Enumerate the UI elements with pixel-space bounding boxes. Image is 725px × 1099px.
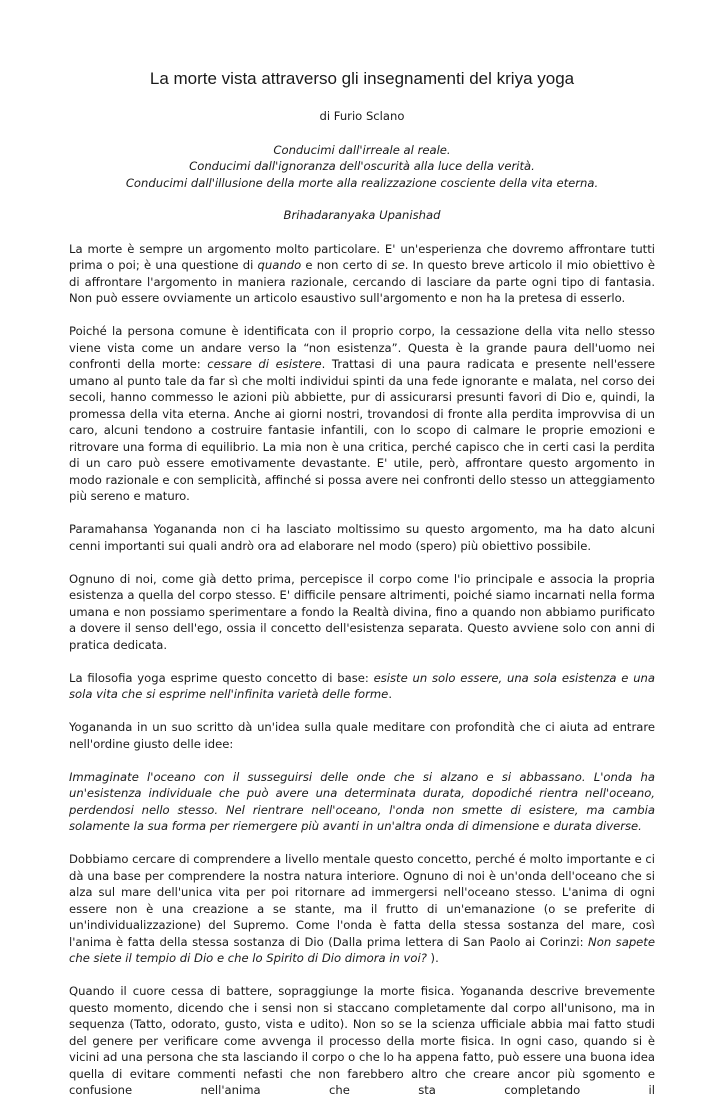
paragraph-6: Yogananda in un suo scritto dà un'idea sulla quale meditare con profondità che ci aiuta ad entrare nell'ordine giusto delle idee: [69, 720, 655, 751]
text-run: e non certo di [301, 258, 392, 272]
paragraph-3: Paramahansa Yogananda non ci ha lasciato moltissimo su questo argomento, ma ha dato alcuni cenni importanti sui quali andrò ora ad elaborare nel modo (spero) più obiettivo possibile. [69, 522, 655, 553]
text-run: Dobbiamo cercare di comprendere a livello mentale questo concetto, perché é molto importante e ci dà una base per comprendere la nostra natura interiore. Ognuno di noi è un'onda dell'oceano che si alza sul mare dell'unica vita per poi ritornare ad immergersi nell'oceano stesso. L'anima di ogni essere non è una creazione a se stante, ma il frutto di un'emanazione (o se preferite di un'individualizzazione) del Supremo. Come l'onda è fatta della stessa sostanza del mare, così l'anima è fatta della stessa sostanza di Dio (Dalla prima lettera di San Paolo ai Corinzi: [69, 852, 655, 949]
text-run: La morte è sempre un argomento molto particolare. E' un'esperienza che dovremo affrontare tutti prima o poi; è una questione di [69, 241, 655, 272]
epigraph-source: Brihadaranyaka Upanishad [283, 208, 441, 222]
emphasis: esiste un solo essere, una sola esistenza e una sola vita che si esprime nell'infinita varietà delle forme [69, 670, 655, 701]
paragraph-9: Quando il cuore cessa di battere, sopraggiunge la morte fisica. Yogananda descrive brevemente questo momento, dicendo che i sensi non si staccano completamente dal corpo all'unisono, ma in sequenza (Tatto, odorato, gusto, vista e udito). Non so se la scienza ufficiale abbia mai fatto studi del genere per verificare come avvenga il processo della morte fisica. In ogni caso, quando si è vicini ad una persona che sta lasciando il corpo o che lo ha appena fatto, può essere una buona idea quella di evitare commenti nefasti che non farebbero altro che creare ancor più sgomento e confusione nell'anima che sta completando il [69, 984, 655, 1097]
text-run: ). [426, 951, 439, 965]
text-run: . [388, 687, 392, 701]
epigraph-line: Conducimi dall'illusione della morte alla realizzazione cosciente della vita eterna. [125, 175, 599, 190]
document-title: La morte vista attraverso gli insegnamenti del kriya yoga [149, 69, 575, 88]
text-run: . Trattasi di una paura radicata e presente nell'essere umano al punto tale da far sì che molti individui spinti da una fede ignorante e malata, nel corso dei secoli, hanno commesso le azioni più abbiette, pur di assicurarsi presunti favori di Dio e, quindi, la promessa della vita eterna. Anche ai giorni nostri, trovandosi di fronte alla perdita improvvisa di un caro, alcuni tendono a costruire fantasie infantili, con lo scopo di calmare le proprie emozioni e ritrovare una forma di equilibrio. La mia non è una critica, perché capisco che in certi casi la perdita di un caro può essere emotivamente devastante. E' utile, però, affrontare questo argomento in modo razionale e con semplicità, affinché si possa avere nei confronti dello stesso un atteggiamento più sereno e maturo. [69, 357, 655, 503]
text-run: Poiché la persona comune è identificata con il proprio corpo, la cessazione della vita nello stesso viene vista come un andare verso la “non esistenza”. Questa è la grande paura dell'uomo nei confronti della morte: [69, 324, 655, 371]
paragraph-8 [69, 851, 655, 967]
paragraph-1 [69, 241, 655, 307]
epigraph-line: Conducimi dall'ignoranza dell'oscurità alla luce della verità. [189, 159, 535, 173]
emphasis: Non sapete che siete il tempio di Dio e che lo Spirito di Dio dimora in voi? [69, 934, 655, 965]
author-line: di Furio Sclano [319, 109, 405, 123]
epigraph-line: Conducimi dall'irreale al reale. [273, 142, 451, 157]
epigraph [69, 142, 655, 192]
text-run: . In questo breve articolo il mio obiettivo è di affrontare l'argomento in maniera razionale, cercando di lasciare da parte ogni tipo di fantasia. Non può essere ovviamente un articolo esaustivo sull'argomento e non ha la pretesa di esserlo. [69, 258, 655, 305]
paragraph-7-quote: Immaginate l'oceano con il susseguirsi delle onde che si alzano e si abbassano. L'onda ha un'esistenza individuale che può avere una determinata durata, dopodiché rientra nell'oceano, perdendosi nello stesso. Nel rientrare nell'oceano, l'onda non smette di esistere, ma cambia solamente la sua forma per riemergere più avanti in un'altra onda di dimensione e durata diverse. [69, 769, 655, 833]
paragraph-5 [69, 670, 655, 703]
emphasis: se [391, 258, 405, 272]
emphasis: quando [257, 258, 302, 272]
paragraph-2 [69, 323, 655, 505]
paragraph-4: Ognuno di noi, come già detto prima, percepisce il corpo come l'io principale e associa la propria esistenza a quella del corpo stesso. E' difficile pensare altrimenti, poiché siamo incarnati nella forma umana e non possiamo sperimentare a fondo la Realtà divina, fino a quando non abbiamo purificato a dovere il senso dell'ego, ossia il concetto dell'esistenza separata. Questo avviene solo con anni di pratica dedicata. [69, 571, 655, 652]
emphasis: cessare di esistere [207, 357, 322, 371]
text-run: La filosofia yoga esprime questo concetto di base: [69, 670, 374, 685]
